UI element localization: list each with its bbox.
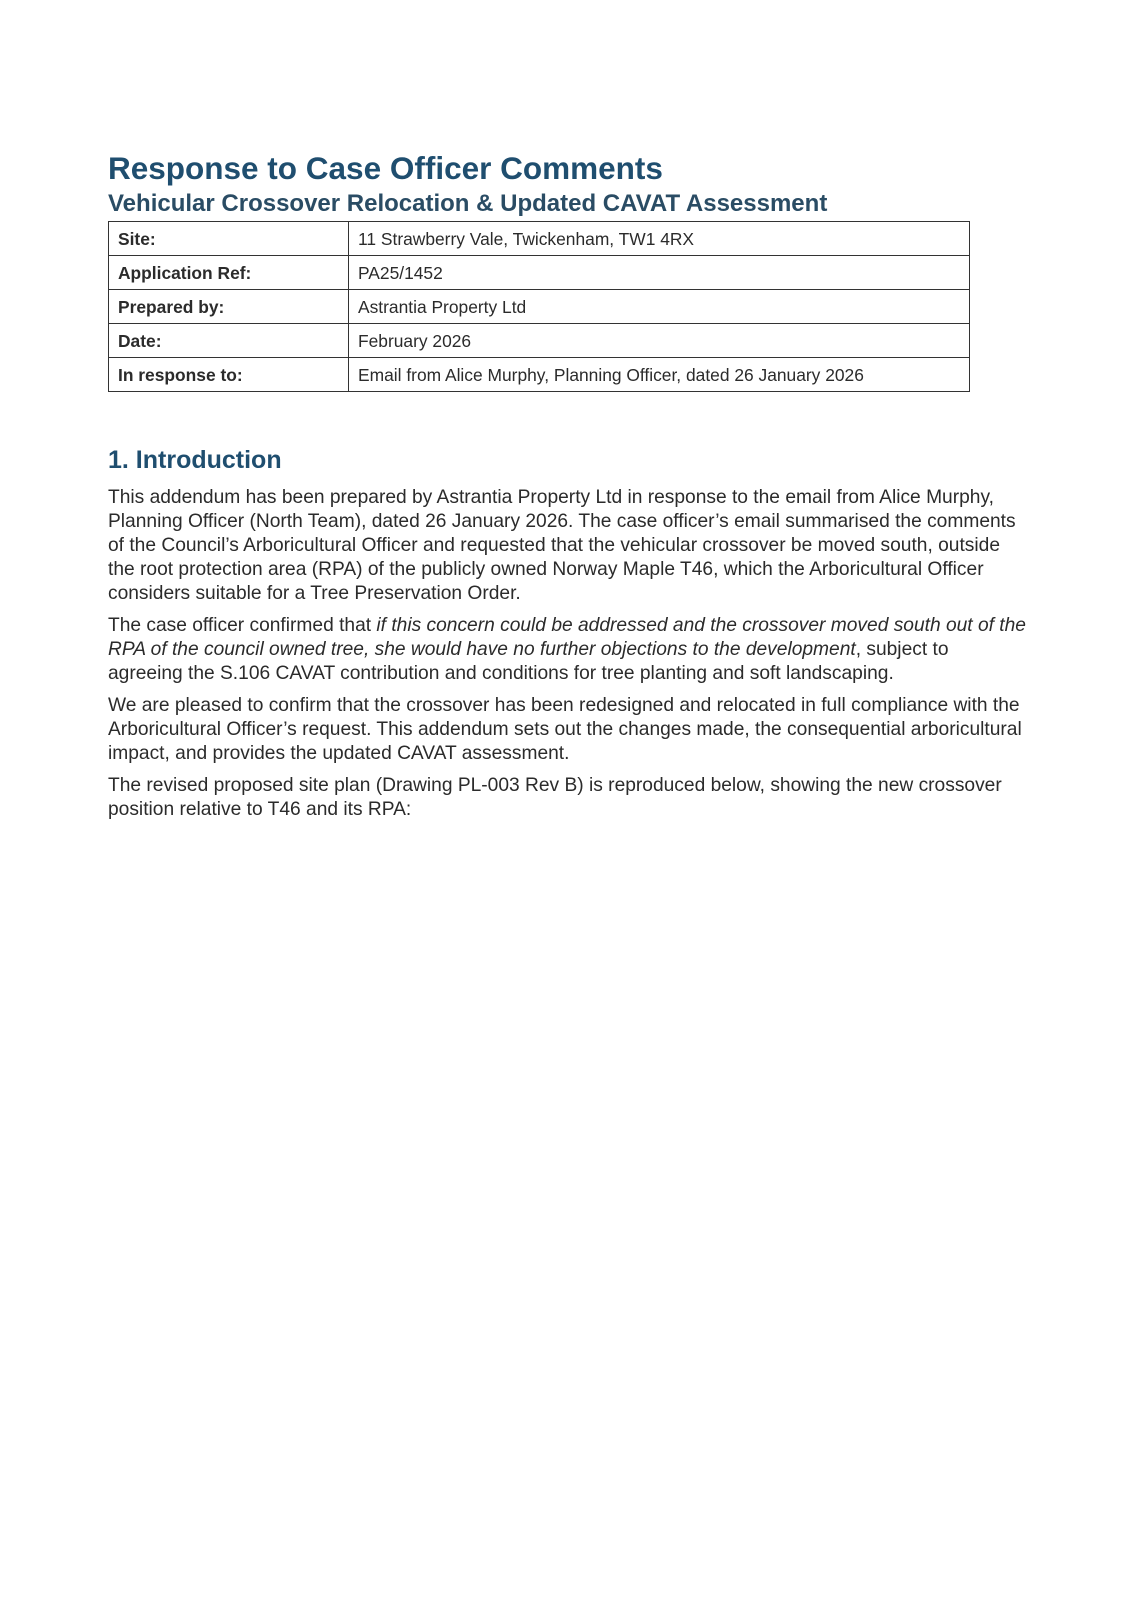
row-value-prepared-by: Astrantia Property Ltd (349, 290, 970, 324)
introduction-paragraph-1: This addendum has been prepared by Astrantia Property Ltd in response to the email from Alice Murphy, Planning Officer (North Team), dated 26 January 2026. The case officer’s email summarised the comments of the Council’s Arboricultural Officer and requested that the vehicular crossover be moved south, outside the root protection area (RPA) of the publicly owned Norway Maple T46, which the Arboricultural Officer considers suitable for a Tree Preservation Order. (108, 487, 1016, 604)
row-label-application-ref: Application Ref: (109, 256, 349, 290)
paragraph-2-trailing-text: , subject to agreeing the S.106 CAVAT contribution and conditions for tree planting and soft landscaping. (108, 639, 949, 684)
row-label-date: Date: (109, 324, 349, 358)
document-subtitle: Vehicular Crossover Relocation & Updated CAVAT Assessment (108, 190, 828, 217)
introduction-paragraph-2 (108, 614, 1028, 686)
paragraph-2-lead-text: The case officer confirmed that (108, 615, 377, 636)
table-row (109, 324, 970, 358)
row-label-in-response-to: In response to: (109, 358, 349, 392)
application-info-table (108, 221, 970, 392)
row-value-application-ref: PA25/1452 (349, 256, 970, 290)
introduction-heading: 1. Introduction (108, 446, 282, 474)
introduction-paragraph-3: We are pleased to confirm that the crossover has been redesigned and relocated in full compliance with the Arboricultural Officer’s request. This addendum sets out the changes made, the consequential arboricultural impact, and provides the updated CAVAT assessment. (108, 695, 1022, 764)
row-value-in-response-to: Email from Alice Murphy, Planning Officer, dated 26 January 2026 (349, 358, 970, 392)
table-row (109, 358, 970, 392)
document-page (108, 148, 1028, 830)
officer-quote: if this concern could be addressed and the crossover moved south out of the RPA of the council owned tree, she would have no further objections to the development (108, 615, 1026, 660)
introduction-paragraph-4: The revised proposed site plan (Drawing PL-003 Rev B) is reproduced below, showing the new crossover position relative to T46 and its RPA: (108, 775, 1002, 820)
row-value-date: February 2026 (349, 324, 970, 358)
document-title: Response to Case Officer Comments (108, 150, 663, 186)
table-row (109, 256, 970, 290)
row-label-site: Site: (109, 222, 349, 256)
row-value-site: 11 Strawberry Vale, Twickenham, TW1 4RX (349, 222, 970, 256)
row-label-prepared-by: Prepared by: (109, 290, 349, 324)
table-row (109, 290, 970, 324)
table-row (109, 222, 970, 256)
